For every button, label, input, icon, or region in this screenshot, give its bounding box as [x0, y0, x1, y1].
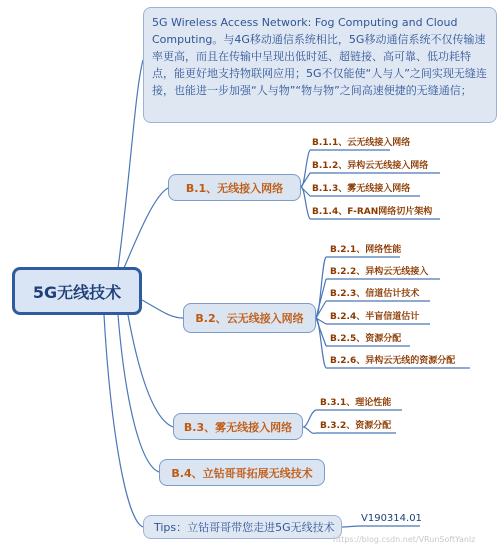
leaf-node-b1-1[interactable]: B.1.1、云无线接入网络: [312, 138, 411, 148]
connector-root-tips: [104, 315, 143, 527]
branch-node-b2[interactable]: B.2、云无线接入网络: [183, 303, 316, 333]
description-node[interactable]: 5G Wireless Access Network: Fog Computing and Cloud Computing。与4G移动通信系统相比，5G移动通信系统不仅传输速率更高，而且在传输中呈现出低时延、超链接、高可靠、低功耗特点，能更好地支持物联网应用；5G不仅能使“人与人”之间实现无缝连接，也能进一步加强“人与物”“物与物”之间高速便捷的无缝通信；: [143, 7, 497, 123]
leaf-node-b2-4[interactable]: B.2.4、半盲信道估计: [330, 312, 420, 322]
leaf-node-b3-1[interactable]: B.3.1、理论性能: [320, 398, 392, 408]
leaf-node-b1-2[interactable]: B.1.2、异构云无线接入网络: [312, 161, 429, 171]
connector-b3-spine: [303, 410, 316, 433]
connector-root-b1: [124, 188, 168, 268]
leaf-node-b2-5[interactable]: B.2.5、资源分配: [330, 334, 402, 344]
tips-node[interactable]: Tips：立钻哥哥带您走进5G无线技术: [143, 515, 342, 539]
leaf-node-b1-3[interactable]: B.1.3、雾无线接入网络: [312, 184, 411, 194]
leaf-node-b2-1[interactable]: B.2.1、网络性能: [330, 245, 402, 255]
leaf-node-b2-6[interactable]: B.2.6、异构云无线的资源分配: [330, 356, 456, 366]
version-label: V190314.01: [361, 513, 422, 524]
connector-root-description: [118, 60, 143, 268]
root-node[interactable]: 5G无线技术: [12, 267, 142, 315]
branch-node-b4[interactable]: B.4、立钻哥哥拓展无线技术: [159, 459, 325, 486]
connector-root-b4: [118, 315, 159, 472]
leaf-node-b2-3[interactable]: B.2.3、信道估计技术: [330, 289, 420, 299]
watermark-text: https://blog.csdn.net/VRunSoftYanlz: [333, 535, 476, 544]
branch-node-b1[interactable]: B.1、无线接入网络: [168, 174, 301, 201]
connector-tips-version: [342, 526, 361, 527]
leaf-node-b2-2[interactable]: B.2.2、异构云无线接入: [330, 267, 429, 277]
leaf-node-b1-4[interactable]: B.1.4、F-RAN网络切片架构: [312, 207, 433, 217]
leaf-node-b3-2[interactable]: B.3.2、资源分配: [320, 421, 392, 431]
connector-root-b3: [128, 315, 173, 427]
branch-node-b3[interactable]: B.3、雾无线接入网络: [173, 413, 303, 440]
connector-root-b2: [142, 300, 183, 318]
